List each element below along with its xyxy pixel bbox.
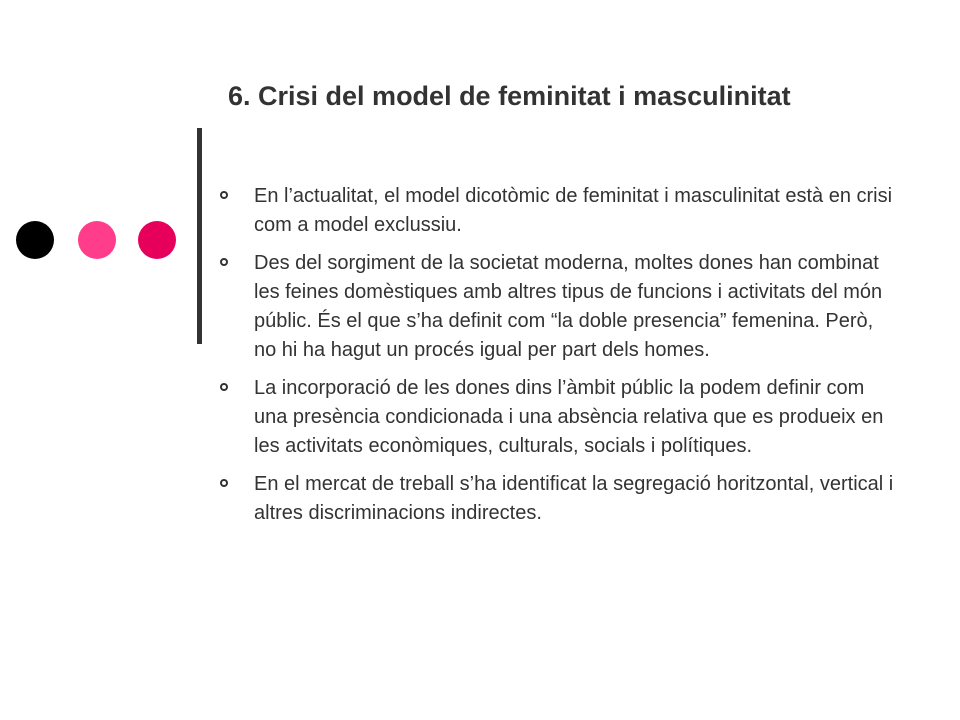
bullet-text: La incorporació de les dones dins l’àmbit públic la podem definir com una presència condicionada i una absència relativa que es produeix en les activitats econòmiques, culturals, socials i polítiques. (254, 377, 884, 457)
bullet-item (216, 182, 896, 240)
bullet-item (216, 470, 896, 528)
bullet-circle-icon (220, 258, 228, 266)
bullet-circle-icon (220, 383, 228, 391)
bullet-list (216, 182, 896, 537)
decor-dot-black (16, 221, 54, 259)
bullet-text: En l’actualitat, el model dicotòmic de feminitat i masculinitat està en crisi com a model exclussiu. (254, 185, 893, 236)
bullet-circle-icon (220, 479, 228, 487)
decor-dot-pink (78, 221, 116, 259)
vertical-divider (197, 128, 202, 344)
bullet-text: Des del sorgiment de la societat moderna, moltes dones han combinat les feines domèstiques amb altres tipus de funcions i activitats del món públic. És el que s’ha definit com “la doble presencia” femenina. Però, no hi ha hagut un procés igual per part dels homes. (254, 252, 883, 361)
decor-dot-magenta (138, 221, 176, 259)
bullet-text: En el mercat de treball s’ha identificat la segregació horitzontal, vertical i altres discriminacions indirectes. (254, 473, 894, 524)
bullet-item (216, 249, 896, 365)
bullet-circle-icon (220, 191, 228, 199)
bullet-item (216, 374, 896, 461)
slide-title: 6. Crisi del model de feminitat i masculinitat (228, 81, 791, 111)
